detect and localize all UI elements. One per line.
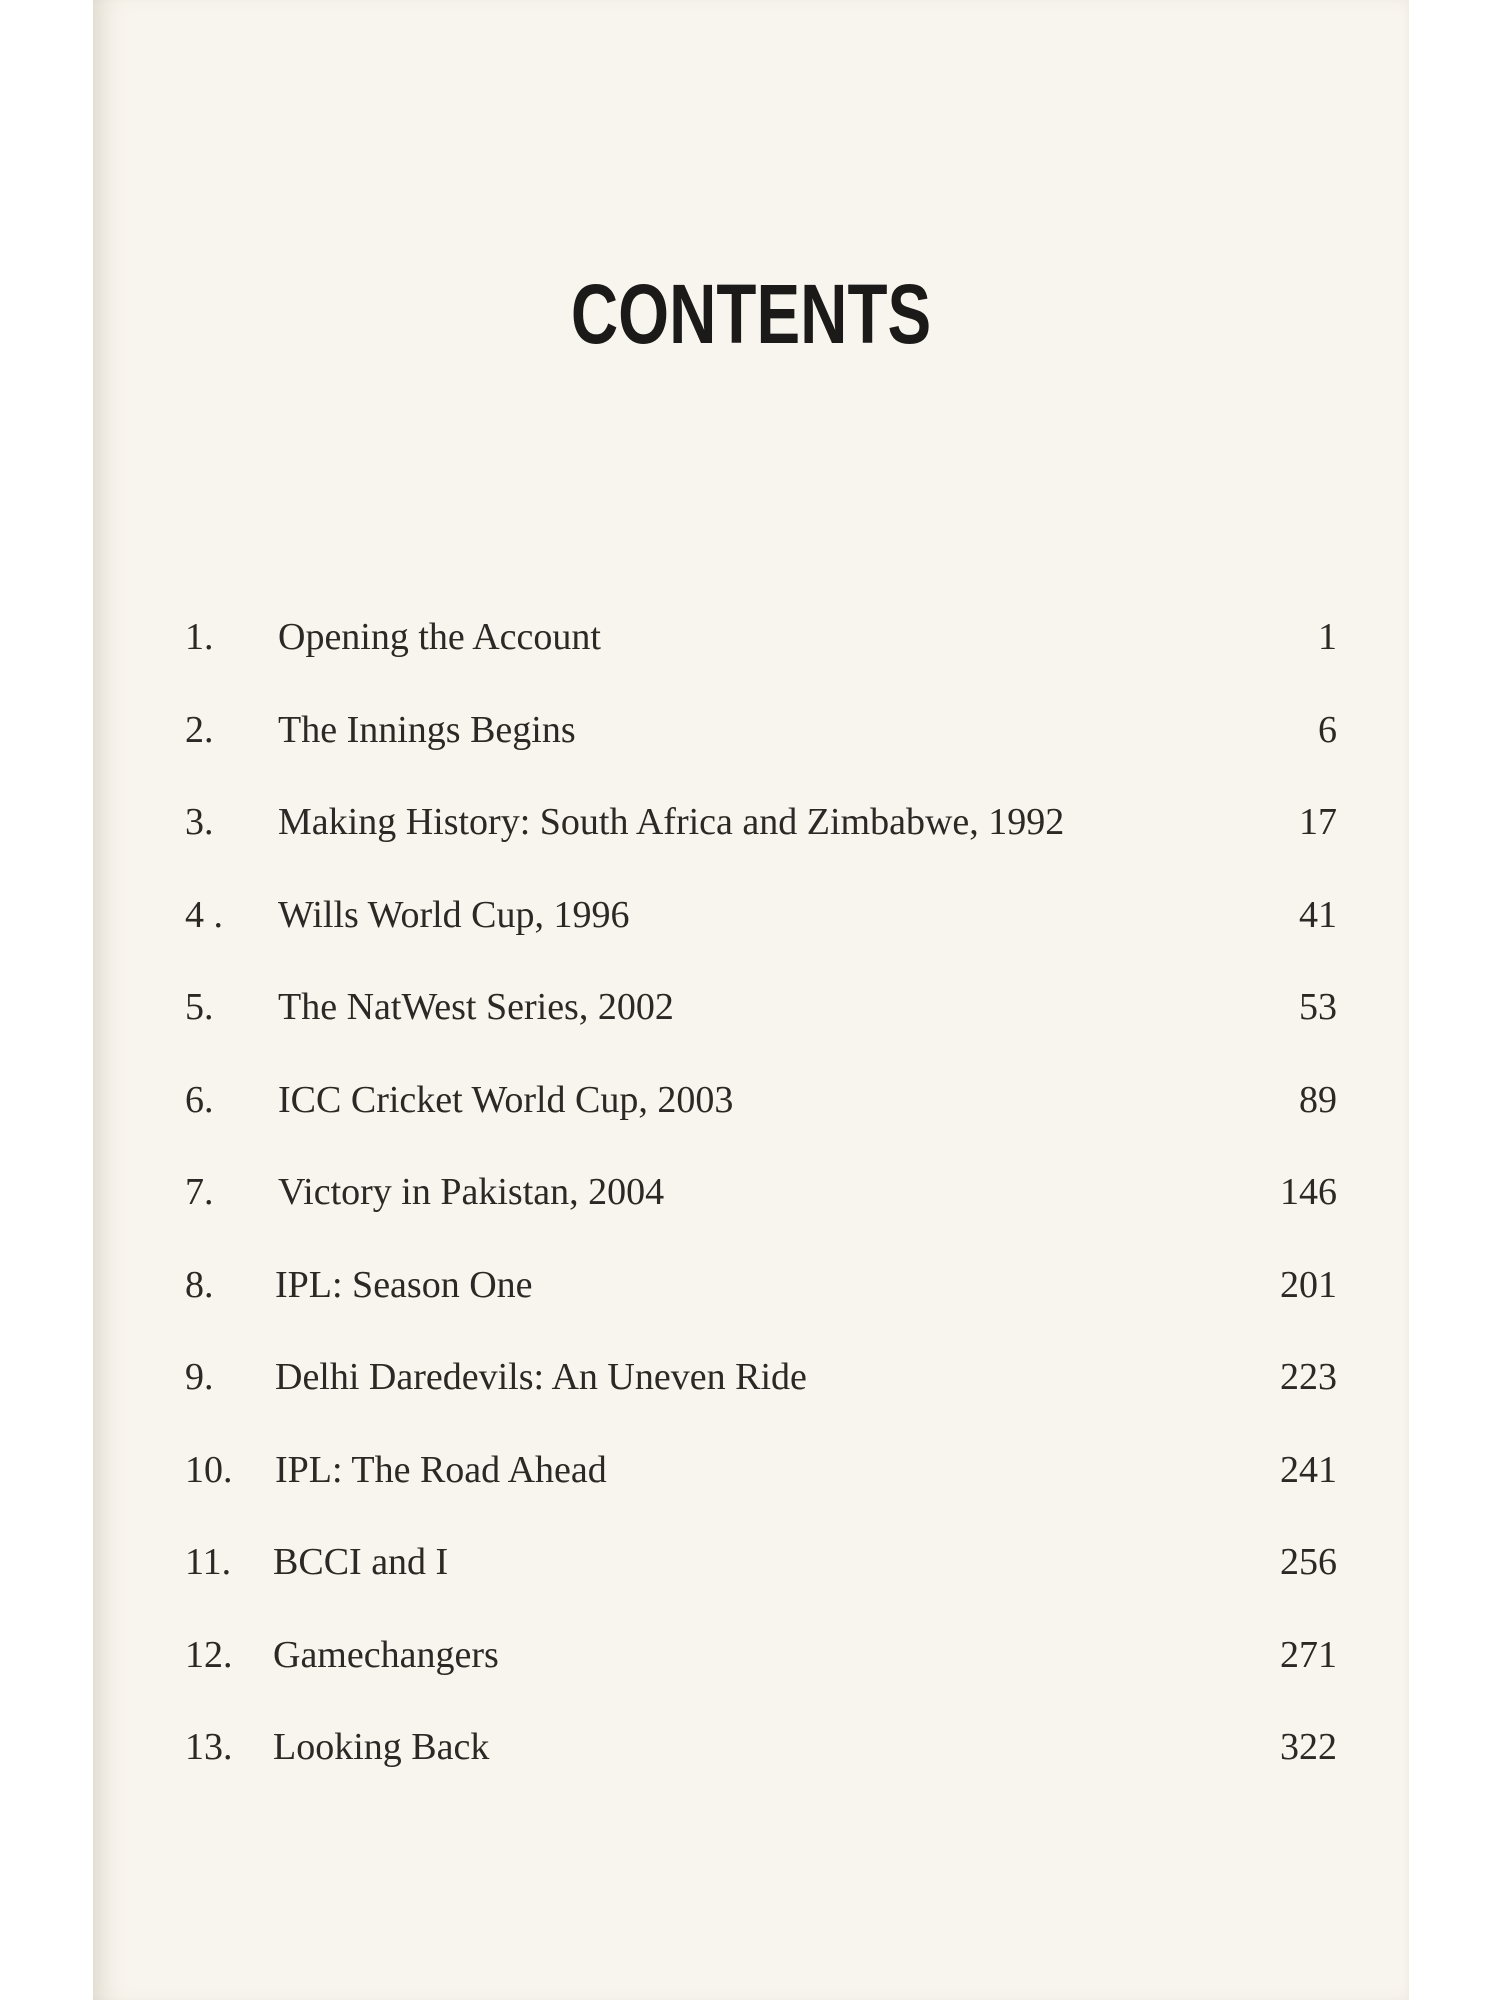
table-of-contents (93, 0, 1409, 2000)
chapter-number: 5. (185, 986, 214, 1028)
chapter-title: The Innings Begins (278, 709, 576, 751)
toc-entry (93, 1625, 1409, 1685)
toc-entry (93, 1347, 1409, 1407)
chapter-title: Making History: South Africa and Zimbabwe, 1992 (278, 801, 1065, 843)
toc-entry (93, 1162, 1409, 1222)
toc-entry (93, 977, 1409, 1037)
chapter-page: 223 (1280, 1356, 1337, 1398)
chapter-title: The NatWest Series, 2002 (278, 986, 674, 1028)
chapter-number: 2. (185, 709, 214, 751)
chapter-page: 146 (1280, 1171, 1337, 1213)
chapter-page: 322 (1280, 1726, 1337, 1768)
chapter-number: 3. (185, 801, 214, 843)
chapter-number: 7. (185, 1171, 214, 1213)
chapter-number: 1. (185, 616, 214, 658)
toc-entry (93, 1070, 1409, 1130)
chapter-number: 11. (185, 1541, 232, 1583)
toc-entry (93, 700, 1409, 760)
chapter-title: IPL: The Road Ahead (275, 1449, 607, 1491)
chapter-page: 89 (1299, 1079, 1337, 1121)
chapter-title: Looking Back (273, 1726, 490, 1768)
chapter-number: 13. (185, 1726, 233, 1768)
chapter-number: 9. (185, 1356, 214, 1398)
chapter-page: 41 (1299, 894, 1337, 936)
chapter-page: 271 (1280, 1634, 1337, 1676)
chapter-title: Opening the Account (278, 616, 601, 658)
toc-entry (93, 1440, 1409, 1500)
chapter-title: Victory in Pakistan, 2004 (278, 1171, 665, 1213)
toc-entry (93, 1717, 1409, 1777)
chapter-number: 8. (185, 1264, 214, 1306)
chapter-title: Gamechangers (273, 1634, 499, 1676)
toc-entry (93, 1532, 1409, 1592)
chapter-title: ICC Cricket World Cup, 2003 (278, 1079, 734, 1121)
page-title: CONTENTS (570, 267, 932, 361)
chapter-title: Wills World Cup, 1996 (278, 894, 630, 936)
chapter-title: BCCI and I (273, 1541, 449, 1583)
chapter-page: 17 (1299, 801, 1337, 843)
book-page (93, 0, 1409, 2000)
chapter-number: 12. (185, 1634, 233, 1676)
chapter-page: 53 (1299, 986, 1337, 1028)
toc-entry (93, 792, 1409, 852)
chapter-page: 6 (1318, 709, 1337, 751)
chapter-page: 1 (1318, 616, 1337, 658)
chapter-number: 4 . (185, 894, 223, 936)
chapter-number: 6. (185, 1079, 214, 1121)
toc-entry (93, 885, 1409, 945)
toc-entry (93, 1255, 1409, 1315)
chapter-title: Delhi Daredevils: An Uneven Ride (275, 1356, 807, 1398)
chapter-page: 256 (1280, 1541, 1337, 1583)
chapter-number: 10. (185, 1449, 233, 1491)
chapter-page: 241 (1280, 1449, 1337, 1491)
toc-entry (93, 607, 1409, 667)
chapter-page: 201 (1280, 1264, 1337, 1306)
chapter-title: IPL: Season One (275, 1264, 533, 1306)
